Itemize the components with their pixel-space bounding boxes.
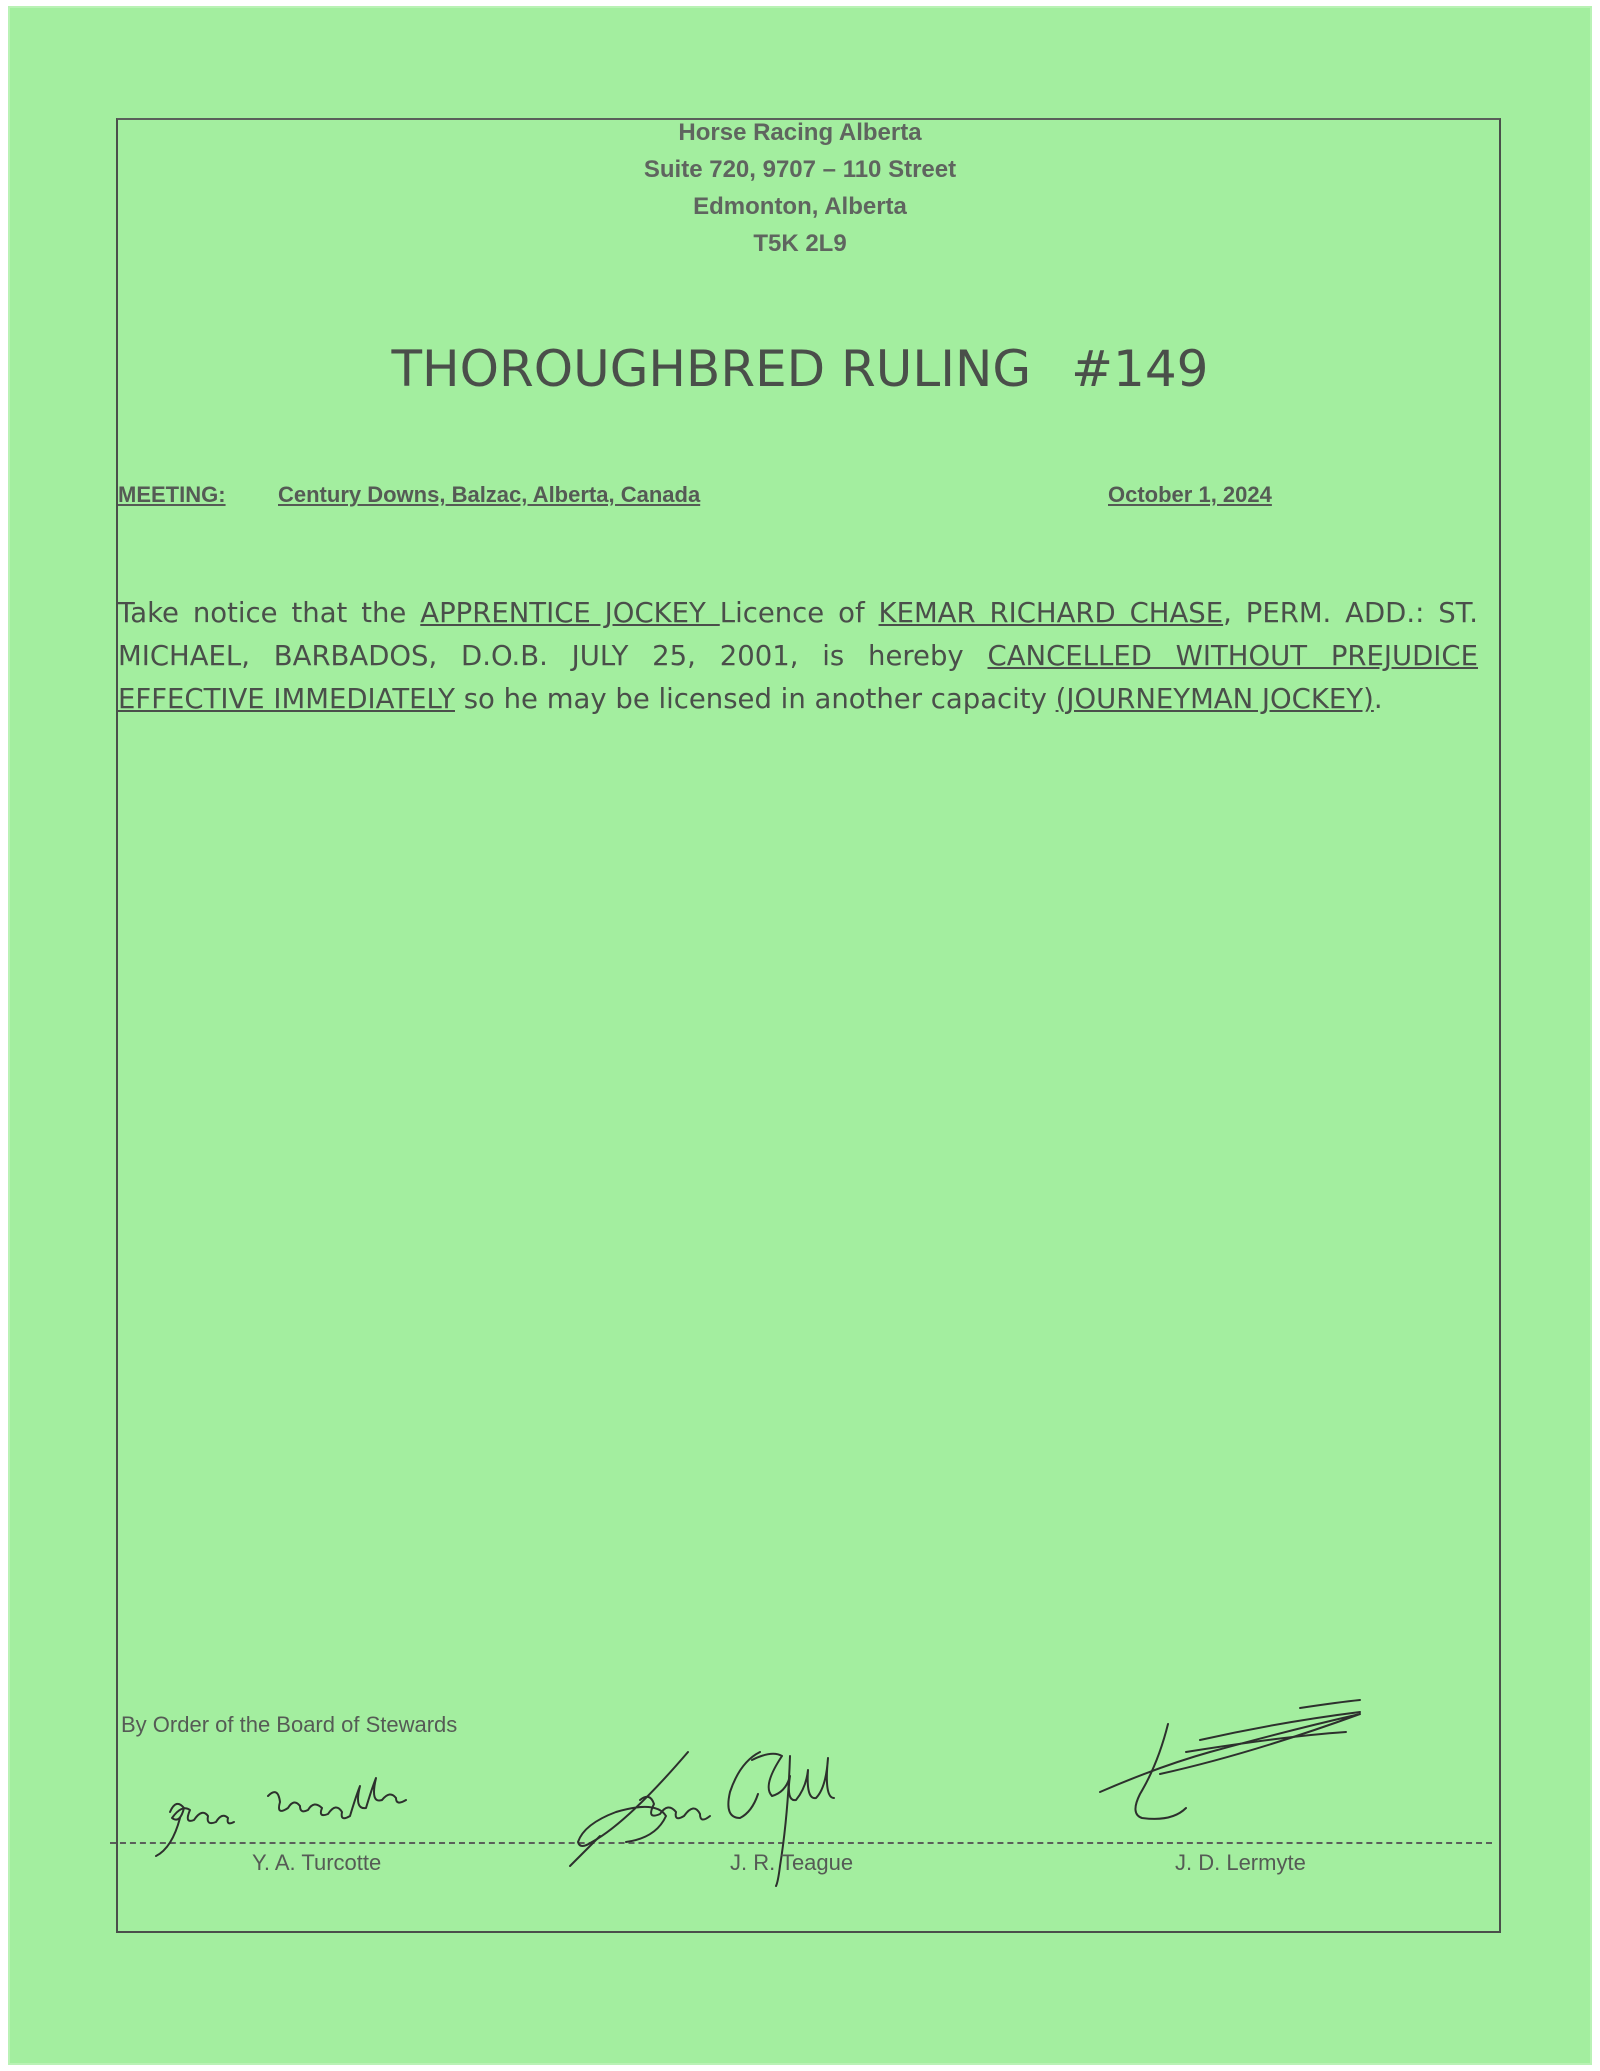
meeting-venue: Century Downs, Balzac, Alberta, Canada bbox=[278, 482, 701, 507]
ruling-number: #149 bbox=[1071, 340, 1209, 398]
organization-name: Horse Racing Alberta bbox=[678, 119, 922, 146]
ruling-action: CANCELLED WITHOUT PREJUDICE EFFECTIVE IMMEDIATELY bbox=[118, 640, 1478, 715]
body-text-segment: . bbox=[1373, 683, 1383, 715]
licensee-name: KEMAR RICHARD CHASE bbox=[878, 597, 1224, 629]
body-text-segment: Take notice that the bbox=[118, 597, 421, 629]
body-text-segment: , PERM. ADD.: ST. MICHAEL, BARBADOS, D.O.B. JULY 25, 2001, is hereby bbox=[118, 597, 1478, 672]
meeting-row bbox=[118, 482, 1318, 512]
meeting-date: October 1, 2024 bbox=[1108, 482, 1272, 507]
city-line: Edmonton, Alberta bbox=[693, 193, 907, 220]
ruling-document bbox=[8, 6, 1592, 2065]
body-text-segment: so he may be licensed in another capacity bbox=[454, 683, 1056, 715]
meeting-label: MEETING: bbox=[118, 482, 226, 507]
order-statement: By Order of the Board of Stewards bbox=[121, 1712, 458, 1737]
license-type: APPRENTICE JOCKEY bbox=[420, 597, 720, 629]
signature-line bbox=[110, 1842, 1492, 1844]
signer-name-turcotte: Y. A. Turcotte bbox=[252, 1850, 382, 1875]
address-line: Suite 720, 9707 – 110 Street bbox=[643, 156, 957, 183]
signer-name-lermyte: J. D. Lermyte bbox=[1175, 1850, 1306, 1875]
ruling-title bbox=[0, 340, 1600, 398]
ruling-title-text: THOROUGHBRED RULING bbox=[391, 340, 1032, 398]
postal-code: T5K 2L9 bbox=[753, 230, 847, 257]
body-text-segment: Licence of bbox=[719, 597, 879, 629]
letterhead bbox=[0, 114, 1600, 262]
ruling-body bbox=[118, 592, 1478, 721]
signer-name-teague: J. R. Teague bbox=[730, 1850, 854, 1875]
new-capacity: (JOURNEYMAN JOCKEY) bbox=[1055, 683, 1374, 715]
